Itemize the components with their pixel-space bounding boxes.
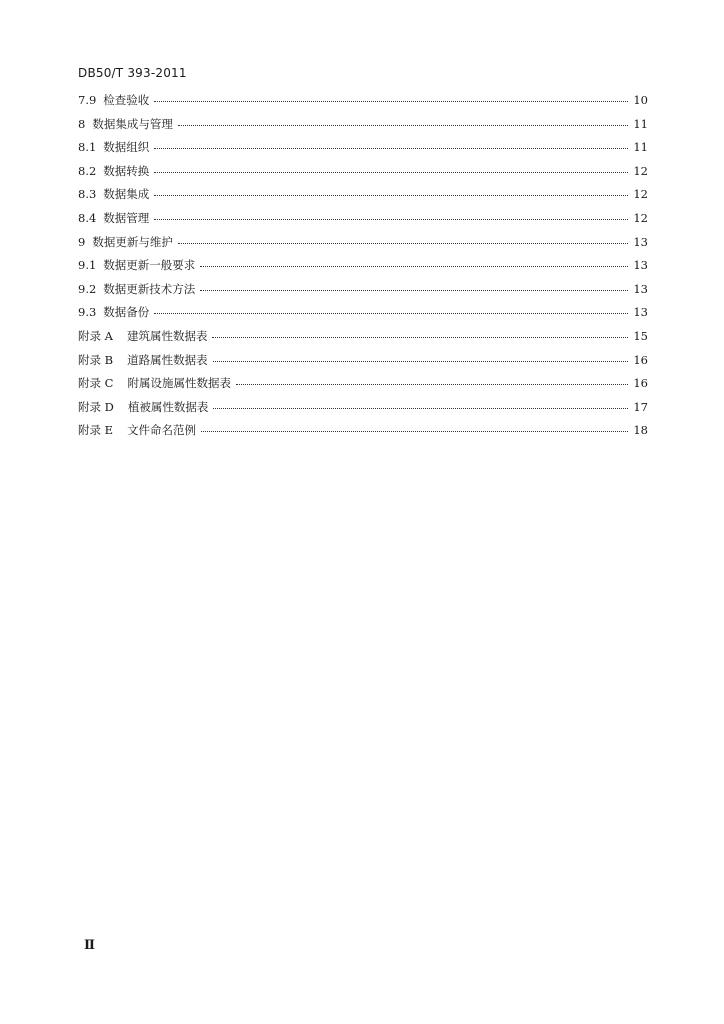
toc-entry-number: 附录 A [78,328,113,343]
toc-entry-8-1[interactable] [78,139,648,163]
toc-entry-appendix-d[interactable] [78,399,648,423]
toc-entry-title: 植被属性数据表 [127,399,209,414]
toc-entry-title: 建筑属性数据表 [126,328,208,343]
toc-entry-page: 10 [633,93,648,107]
toc-leader-dots [154,162,628,173]
toc-entry-number: 8.1 [78,140,97,155]
toc-entry-appendix-c[interactable] [78,375,648,399]
toc-entry-title: 数据转换 [103,163,150,178]
toc-entry-page: 12 [633,187,648,202]
toc-leader-dots [154,91,628,102]
toc-entry-9[interactable] [78,234,648,258]
toc-leader-dots [154,138,628,149]
toc-entry-title: 数据更新一般要求 [103,258,196,273]
toc-entry-appendix-a[interactable] [78,328,648,352]
toc-entry-appendix-b[interactable] [78,352,648,376]
toc-entry-number: 9.3 [78,305,97,320]
toc-entry-7-9[interactable] [78,92,648,116]
toc-entry-number: 9.2 [78,281,97,296]
toc-leader-dots [178,233,629,244]
toc-entry-title: 数据更新技术方法 [103,281,196,296]
toc-entry-page: 13 [633,281,648,296]
toc-entry-number: 8.2 [78,163,97,178]
toc-entry-page: 12 [633,210,648,225]
toc-leader-dots [154,209,628,220]
toc-entry-page: 11 [633,140,648,155]
toc-entry-page: 13 [633,258,648,273]
toc-entry-title: 文件命名范例 [127,423,197,438]
toc-entry-8[interactable] [78,116,648,140]
toc-entry-number: 9.1 [78,258,97,273]
toc-entry-title: 数据集成与管理 [92,116,173,131]
toc-entry-8-3[interactable] [78,186,648,210]
toc-entry-page: 17 [633,399,648,414]
toc-entry-page: 13 [633,305,648,320]
toc-entry-9-2[interactable] [78,281,648,305]
toc-entry-page: 16 [633,352,648,367]
toc-entry-9-1[interactable] [78,257,648,281]
toc-entry-8-2[interactable] [78,163,648,187]
toc-entry-number: 附录 D [78,399,114,414]
toc-entry-title: 数据管理 [103,210,150,225]
toc-entry-appendix-e[interactable] [78,422,648,446]
toc-leader-dots [178,115,629,126]
toc-leader-dots [200,256,628,267]
toc-entry-title: 道路属性数据表 [127,352,208,367]
toc-entry-number: 7.9 [78,93,97,107]
page-number: Ⅱ [84,938,95,953]
toc-entry-number: 附录 B [78,352,114,367]
toc-leader-dots [213,398,628,409]
toc-entry-number: 8.3 [78,187,97,202]
toc-entry-title: 检查验收 [103,93,150,107]
toc-entry-page: 12 [633,163,648,178]
toc-leader-dots [154,303,628,314]
toc-entry-8-4[interactable] [78,210,648,234]
toc-leader-dots [212,327,628,338]
toc-entry-title: 数据备份 [103,305,150,320]
toc-entry-number: 9 [78,234,86,249]
toc-leader-dots [213,351,629,362]
toc-entry-number: 附录 E [78,423,114,438]
toc-entry-page: 16 [633,376,648,391]
toc-entry-title: 数据集成 [103,187,150,202]
toc-entry-number: 8 [78,116,86,131]
toc-entry-number: 8.4 [78,210,97,225]
table-of-contents [78,92,648,446]
document-code: DB50/T 393-2011 [78,66,187,80]
toc-entry-page: 18 [633,423,648,438]
toc-entry-9-3[interactable] [78,304,648,328]
toc-entry-title: 附属设施属性数据表 [127,376,231,391]
toc-entry-title: 数据更新与维护 [92,234,173,249]
toc-leader-dots [200,280,628,291]
toc-entry-number: 附录 C [78,376,114,391]
toc-leader-dots [201,421,628,432]
toc-leader-dots [154,185,628,196]
toc-entry-page: 11 [633,116,648,131]
toc-entry-page: 13 [633,234,648,249]
toc-entry-page: 15 [633,328,648,343]
toc-entry-title: 数据组织 [103,140,150,155]
toc-leader-dots [236,374,628,385]
